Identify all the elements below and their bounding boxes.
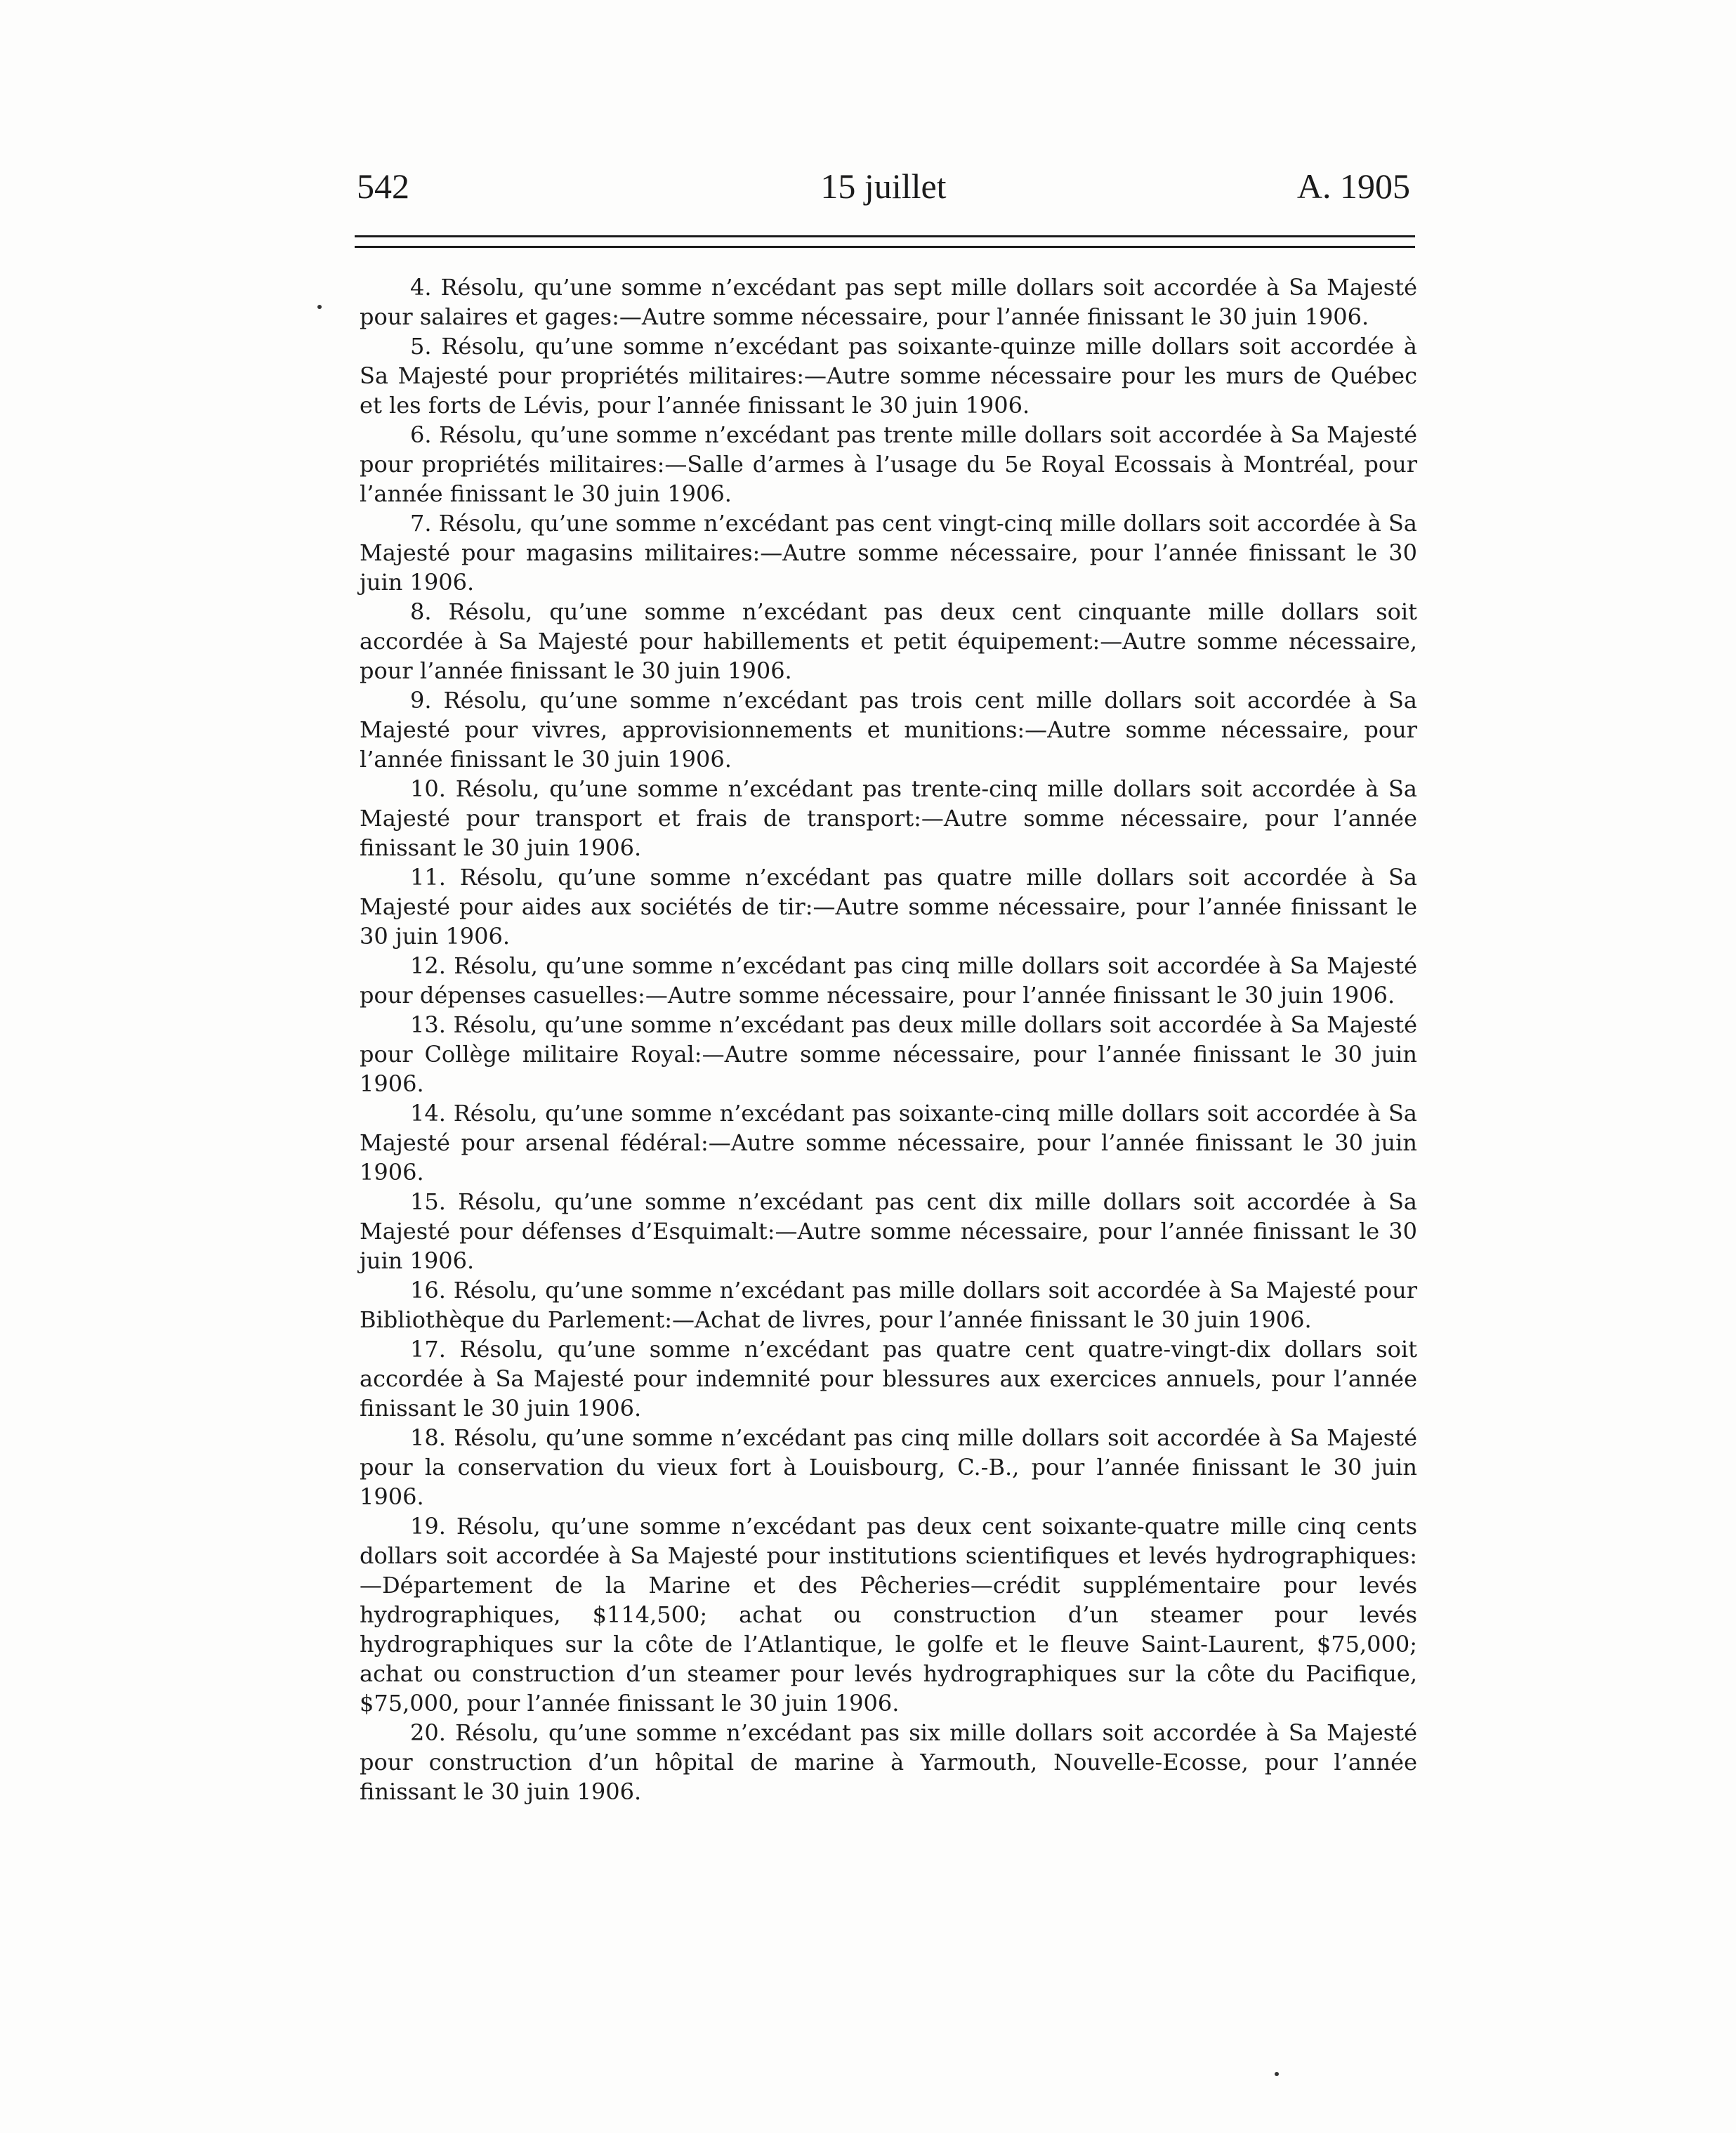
resolution-11: 11. Résolu, qu’une somme n’excédant pas quatre mille dollars soit accordée à Sa Majesté pour aides aux sociétés de tir:—Autre somme nécessaire, pour l’année finissant le 30 juin 1906.	[360, 864, 1417, 950]
resolution-4: 4. Résolu, qu’une somme n’excédant pas sept mille dollars soit accordée à Sa Majesté pour salaires et gages:—Autre somme nécessaire, pour l’année finissant le 30 juin 1906.	[360, 274, 1417, 330]
resolution-12: 12. Résolu, qu’une somme n’excédant pas cinq mille dollars soit accordée à Sa Majesté pour dépenses casuelles:—Autre somme nécessaire, pour l’année finissant le 30 juin 1906.	[360, 952, 1417, 1009]
resolution-19: 19. Résolu, qu’une somme n’excédant pas deux cent soixante-quatre mille cinq cents dollars soit accordée à Sa Majesté pour institutions scientifiques et levés hydrographiques:—Département de la Marine et des Pêcheries—crédit supplémentaire pour levés hydrographiques, $114,500; achat ou construction d’un steamer pour levés hydrographiques sur la côte de l’Atlantique, le golfe et le fleuve Saint-Laurent, $75,000; achat ou construction d’un steamer pour levés hydrographiques sur la côte du Pacifique, $75,000, pour l’année finissant le 30 juin 1906.	[360, 1513, 1417, 1717]
resolutions-list	[360, 273, 1417, 1806]
resolution-7: 7. Résolu, qu’une somme n’excédant pas cent vingt-cinq mille dollars soit accordée à Sa Majesté pour magasins militaires:—Autre somme nécessaire, pour l’année finissant le 30 juin 1906.	[360, 510, 1417, 596]
resolution-20: 20. Résolu, qu’une somme n’excédant pas six mille dollars soit accordée à Sa Majesté pour construction d’un hôpital de marine à Yarmouth, Nouvelle-Ecosse, pour l’année finissant le 30 juin 1906.	[360, 1719, 1417, 1805]
page-year: A. 1905	[1296, 166, 1410, 206]
resolution-6: 6. Résolu, qu’une somme n’excédant pas trente mille dollars soit accordée à Sa Majesté pour propriétés militaires:—Salle d’armes à l’usage du 5e Royal Ecossais à Montréal, pour l’année finissant le 30 juin 1906.	[360, 421, 1417, 507]
resolution-16: 16. Résolu, qu’une somme n’excédant pas mille dollars soit accordée à Sa Majesté pour Bibliothèque du Parlement:—Achat de livres, pour l’année finissant le 30 juin 1906.	[360, 1277, 1417, 1333]
resolution-14: 14. Résolu, qu’une somme n’excédant pas soixante-cinq mille dollars soit accordée à Sa Majesté pour arsenal fédéral:—Autre somme nécessaire, pour l’année finissant le 30 juin 1906.	[360, 1100, 1417, 1186]
resolution-17: 17. Résolu, qu’une somme n’excédant pas quatre cent quatre-vingt-dix dollars soit accordée à Sa Majesté pour indemnité pour blessures aux exercices annuels, pour l’année finissant le 30 juin 1906.	[360, 1336, 1417, 1422]
header-rule	[355, 235, 1415, 248]
resolution-8: 8. Résolu, qu’une somme n’excédant pas deux cent cinquante mille dollars soit accordée à Sa Majesté pour habillements et petit équipement:—Autre somme nécessaire, pour l’année finissant le 30 juin 1906.	[360, 598, 1417, 684]
resolution-9: 9. Résolu, qu’une somme n’excédant pas trois cent mille dollars soit accordée à Sa Majesté pour vivres, approvisionnements et munitions:—Autre somme nécessaire, pour l’année finissant le 30 juin 1906.	[360, 687, 1417, 773]
page-date: 15 juillet	[820, 166, 947, 206]
resolution-5: 5. Résolu, qu’une somme n’excédant pas soixante-quinze mille dollars soit accordée à Sa Majesté pour propriétés militaires:—Autre somme nécessaire pour les murs de Québec et les forts de Lévis, pour l’année finissant le 30 juin 1906.	[360, 333, 1417, 419]
resolution-10: 10. Résolu, qu’une somme n’excédant pas trente-cinq mille dollars soit accordée à Sa Majesté pour transport et frais de transport:—Autre somme nécessaire, pour l’année finissant le 30 juin 1906.	[360, 775, 1417, 861]
scan-speck	[1275, 2072, 1279, 2076]
page-header	[357, 162, 1410, 211]
resolution-18: 18. Résolu, qu’une somme n’excédant pas cinq mille dollars soit accordée à Sa Majesté pour la conservation du vieux fort à Louisbourg, C.-B., pour l’année finissant le 30 juin 1906.	[360, 1424, 1417, 1510]
page-number: 542	[357, 166, 409, 206]
scan-speck	[317, 305, 322, 309]
resolution-13: 13. Résolu, qu’une somme n’excédant pas deux mille dollars soit accordée à Sa Majesté pour Collège militaire Royal:—Autre somme nécessaire, pour l’année finissant le 30 juin 1906.	[360, 1011, 1417, 1097]
resolution-15: 15. Résolu, qu’une somme n’excédant pas cent dix mille dollars soit accordée à Sa Majesté pour défenses d’Esquimalt:—Autre somme nécessaire, pour l’année finissant le 30 juin 1906.	[360, 1188, 1417, 1274]
